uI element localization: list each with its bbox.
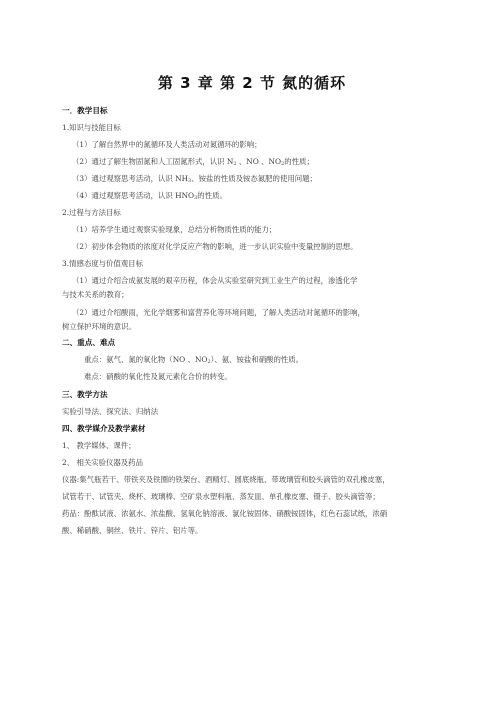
goal-1-1: （1）了解自然界中的氮循环及人类活动对氮循环的影响； xyxy=(72,140,262,149)
goal-3-1a: （1）通过介绍合成氨发展的艰辛历程，体会从实验室研究到工业生产的过程，渗透化学 xyxy=(72,276,358,285)
goal-3-1b: 与技术关系的教育； xyxy=(62,290,129,299)
reagents-line-2: 酸、稀硝酸、铜丝、铁片、锌片、铝片等。 xyxy=(62,526,203,535)
goal-3-2b: 树立保护环境的意识。 xyxy=(62,322,136,331)
section-4-heading: 四、教学媒介及教学素材 xyxy=(62,424,146,433)
goal-2-1: （1）培养学生通过观察实验现象，总结分析物质性质的能力； xyxy=(72,225,277,234)
teaching-methods: 实验引导法、探究法、归纳法 xyxy=(62,407,159,416)
difficult-points: 难点：硝酸的氧化性及氮元素化合价的转变。 xyxy=(84,372,232,381)
section-1-heading: 一．教学目标 xyxy=(62,106,108,115)
reagents-line-1: 药品：酚酞试液、浓氨水、浓盐酸、氢氧化钠溶液、氯化铵固体、硝酸铵固体，红色石蕊试纸，浓硝 xyxy=(62,509,388,518)
page-title: 第 3 章 第 2 节 氮的循环 xyxy=(157,74,347,92)
media-item-2: 2、 相关实验仪器及药品 xyxy=(62,458,143,467)
subsection-3-title: 3.情感态度与价值观目标 xyxy=(62,259,143,268)
goal-1-4: （4）通过观察思考活动，认识 $HNO_3$的性质。 xyxy=(72,191,227,201)
goal-3-2a: （2）通过介绍酸雨，光化学烟雾和富营养化等环境问题，了解人类活动对氮循环的影响， xyxy=(72,308,365,317)
key-points: 重点：氨气、氮的氧化物（NO 、$NO_2$）、氨、铵盐和硝酸的性质。 xyxy=(84,355,304,365)
instruments-line-2: 试管若干、试管夹、烧杯、玻璃棒、空矿泉水塑料瓶、蒸发皿、单孔橡皮塞、镊子、胶头滴管等； xyxy=(62,492,380,501)
subsection-2-title: 2.过程与方法目标 xyxy=(62,208,121,217)
section-2-heading: 二、重点、难点 xyxy=(62,338,116,347)
media-item-1: 1、 教学媒体、课件； xyxy=(62,441,136,450)
goal-2-2: （2）初步体会物质的浓度对化学反应产物的影响，进一步认识实验中变量控制的思想。 xyxy=(72,242,358,251)
goal-1-2: （2）通过了解生物固氮和人工固氮形式，认识 $N_2$ 、NO 、$NO_2$的性质； xyxy=(72,157,314,167)
goal-1-3: （3）通过观察思考活动，认识 $NH_3$、铵盐的性质及铵态氮肥的使用问题； xyxy=(72,174,317,184)
instruments-line-1: 仪器:集气瓶若干、带铁夹及铁圈的铁架台、酒精灯、圆底烧瓶、带玻璃管和胶头滴管的双孔橡皮塞， xyxy=(62,475,390,484)
subsection-1-title: 1.知识与技能目标 xyxy=(62,123,121,132)
section-3-heading: 三、教学方法 xyxy=(62,390,108,399)
